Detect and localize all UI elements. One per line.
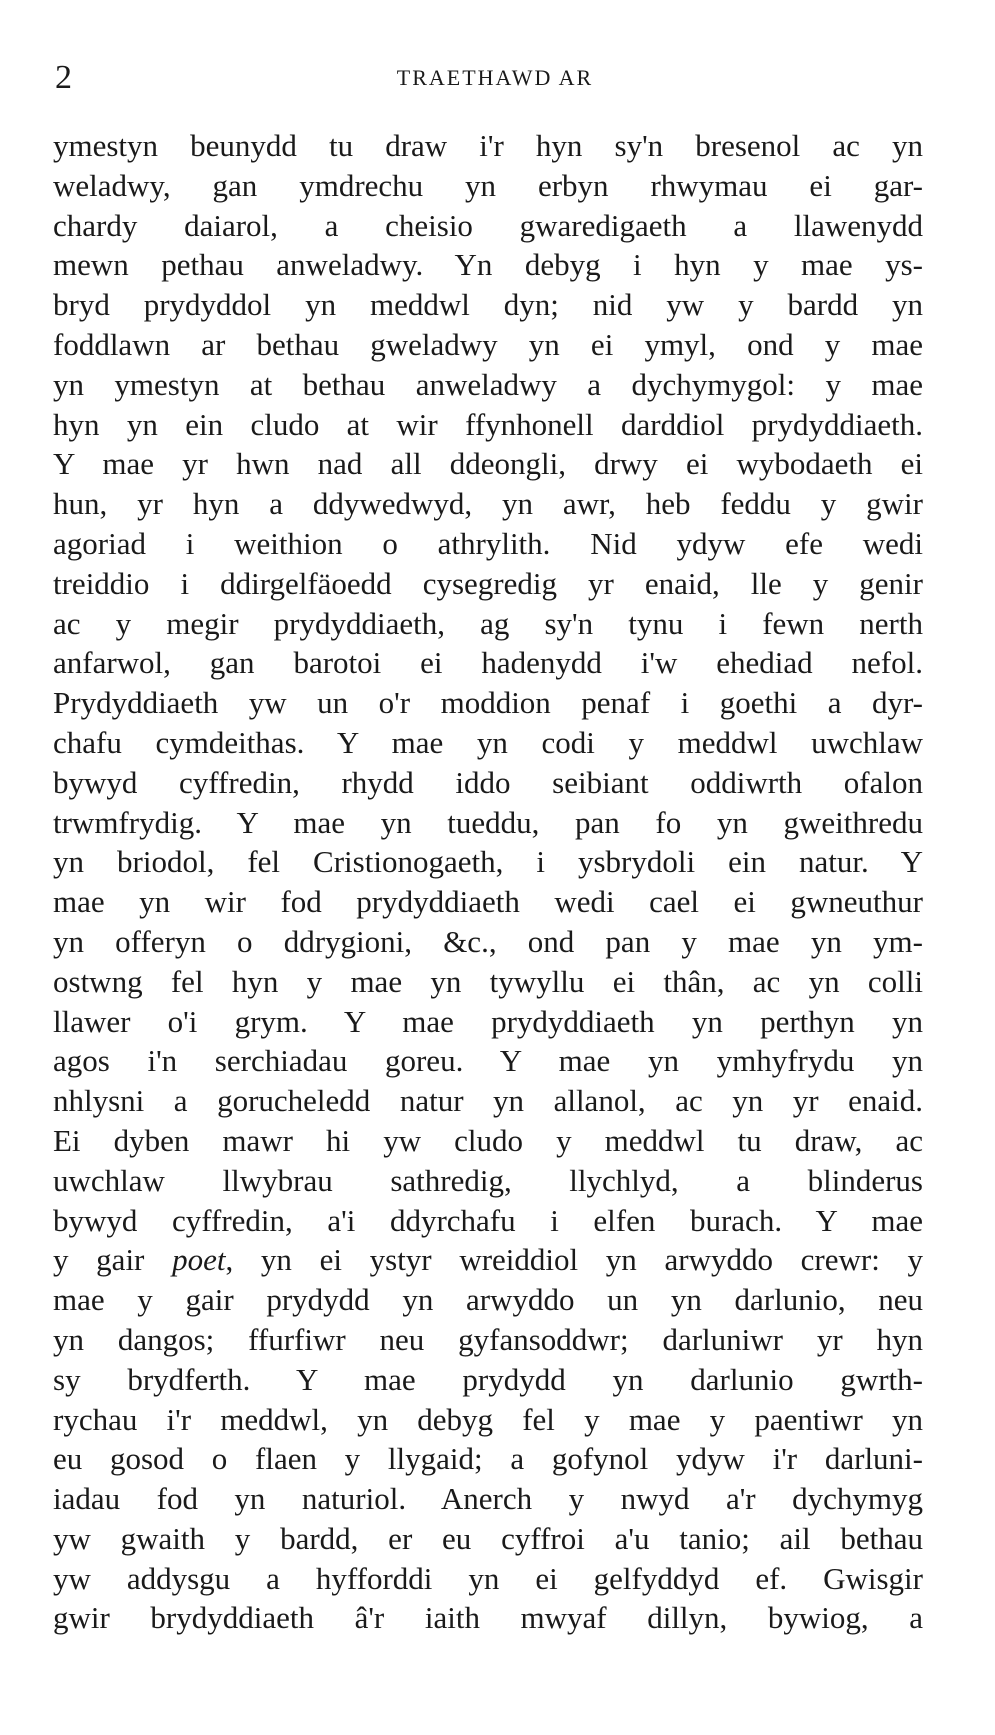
italic-word: poet	[172, 1242, 226, 1278]
text-line: mewn pethau anweladwy. Yn debyg i hyn y mae ys-	[53, 247, 923, 283]
text-line: ac y megir prydyddiaeth, ag sy'n tynu i fewn nerth	[53, 605, 923, 641]
text-line: mae y gair prydydd yn arwyddo un yn darlunio, neu	[53, 1282, 923, 1318]
text-line: llawer o'i grym. Y mae prydyddiaeth yn perthyn yn	[53, 1003, 923, 1039]
text-line: Ei dyben mawr hi yw cludo y meddwl tu draw, ac	[53, 1122, 923, 1158]
text-line: yw addysgu a hyfforddi yn ei gelfyddyd ef. Gwisgir	[53, 1560, 923, 1596]
text-line: agoriad i weithion o athrylith. Nid ydyw efe wedi	[53, 525, 923, 561]
body-text	[53, 126, 923, 1638]
text-line: anfarwol, gan barotoi ei hadenydd i'w ehediad nefol.	[53, 645, 923, 681]
text-line: bryd prydyddol yn meddwl dyn; nid yw y bardd yn	[53, 287, 923, 323]
text-line: chafu cymdeithas. Y mae yn codi y meddwl uwchlaw	[53, 724, 923, 760]
running-head	[55, 58, 935, 98]
text-line: bywyd cyffredin, rhydd iddo seibiant oddiwrth ofalon	[53, 764, 923, 800]
text-line: treiddio i ddirgelfäoedd cysegredig yr enaid, lle y genir	[53, 565, 923, 601]
text-line: rychau i'r meddwl, yn debyg fel y mae y paentiwr yn	[53, 1401, 923, 1437]
text-line: chardy daiarol, a cheisio gwaredigaeth a llawenydd	[53, 207, 923, 243]
text-line: sy brydferth. Y mae prydydd yn darlunio gwrth-	[53, 1361, 923, 1397]
text-line: gwir brydyddiaeth â'r iaith mwyaf dillyn, bywiog, a	[53, 1600, 923, 1636]
text-line: iadau fod yn naturiol. Anerch y nwyd a'r dychymyg	[53, 1481, 923, 1517]
page-number: 2	[55, 59, 72, 96]
text-line: agos i'n serchiadau goreu. Y mae yn ymhyfrydu yn	[53, 1043, 923, 1079]
text-line: mae yn wir fod prydyddiaeth wedi cael ei gwneuthur	[53, 884, 923, 920]
text-line: yn ymestyn at bethau anweladwy a dychymygol: y mae	[53, 366, 923, 402]
text-line: ymestyn beunydd tu draw i'r hyn sy'n bresenol ac yn	[53, 128, 923, 163]
running-title: TRAETHAWD AR	[396, 65, 594, 90]
text-line: yn briodol, fel Cristionogaeth, i ysbrydoli ein natur. Y	[53, 844, 923, 880]
text-line: yn offeryn o ddrygioni, &c., ond pan y mae yn ym-	[53, 923, 923, 959]
text-line: ostwng fel hyn y mae yn tywyllu ei thân, ac yn colli	[53, 963, 923, 999]
text-line: trwmfrydig. Y mae yn tueddu, pan fo yn gweithredu	[53, 804, 923, 840]
text-line: hyn yn ein cludo at wir ffynhonell darddiol prydyddiaeth.	[53, 406, 923, 442]
text-line: bywyd cyffredin, a'i ddyrchafu i elfen burach. Y mae	[53, 1202, 923, 1238]
text-line: y gair poet, yn ei ystyr wreiddiol yn arwyddo crewr: y	[53, 1242, 923, 1278]
text-line: uwchlaw llwybrau sathredig, llychlyd, a blinderus	[53, 1162, 923, 1198]
text-line: Prydyddiaeth yw un o'r moddion penaf i goethi a dyr-	[53, 685, 923, 721]
text-line: hun, yr hyn a ddywedwyd, yn awr, heb feddu y gwir	[53, 486, 923, 522]
text-line: yw gwaith y bardd, er eu cyffroi a'u tanio; ail bethau	[53, 1520, 923, 1556]
text-line: nhlysni a gorucheledd natur yn allanol, ac yn yr enaid.	[53, 1083, 923, 1119]
text-line: eu gosod o flaen y llygaid; a gofynol ydyw i'r darluni-	[53, 1441, 923, 1477]
text-line: Y mae yr hwn nad all ddeongli, drwy ei wybodaeth ei	[53, 446, 923, 482]
text-line: yn dangos; ffurfiwr neu gyfansoddwr; darluniwr yr hyn	[53, 1321, 923, 1357]
text-line: weladwy, gan ymdrechu yn erbyn rhwymau ei gar-	[53, 167, 923, 203]
text-line: foddlawn ar bethau gweladwy yn ei ymyl, ond y mae	[53, 326, 923, 362]
